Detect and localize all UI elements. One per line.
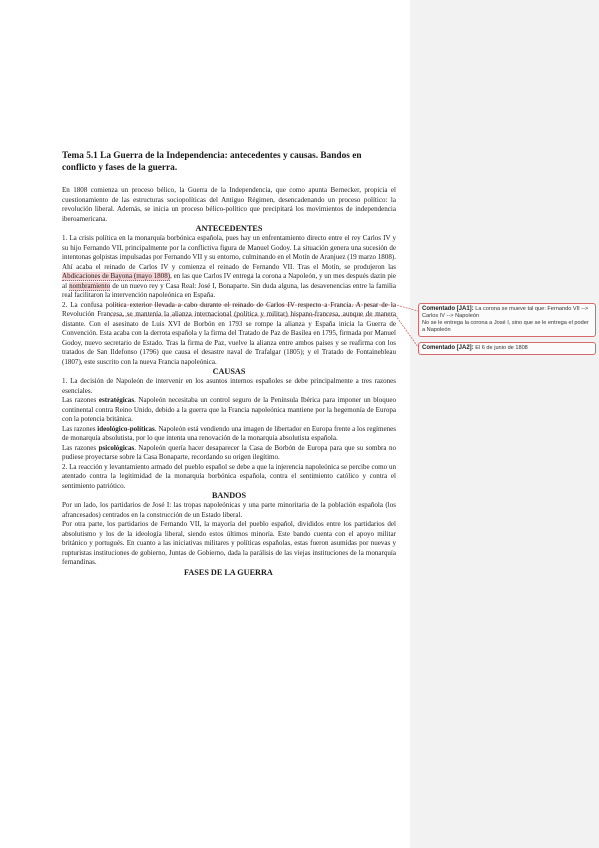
comment-ja1[interactable] [418,303,596,337]
causas-reason-strategic [62,396,396,425]
text-run: Las razones [62,424,98,433]
comment-ja2[interactable] [418,342,596,355]
keyword-psychological: psicológicas [98,443,135,452]
comment-author: Comentado [JA1]: [422,306,474,312]
causas-paragraph-2: 2. La reacción y levantamiento armado del pueblo español se debe a que la injerencia napoleónica se percibe como un atentado contra la legitimidad de la monarquía borbónica española, contra el sentimiento católico y contra el sentimiento patriótico. [62,462,396,490]
causas-heading: CAUSAS [212,367,246,376]
text-run: Las razones [62,396,99,404]
comment-text-line-2: No se le entrega la corona a José I, sino que se le entrega el poder a Napoleón [422,320,589,333]
text-run: . Napoleón necesitaba un control seguro de la Península Ibérica para imponer un bloqueo continental contra Reino Unido, debido a la guerra que la Francia napoleónica mantiene por la hegemonía de Europa con la potencia británica. [62,396,396,423]
document-page [62,150,396,578]
text-run: . Napoleón está vendiendo una imagen de libertador en Europa frente a los regímenes de monarquía absolutista, por lo que intenta una renovación de la monarquía absolutista española. [62,424,397,442]
commented-text-abdicaciones[interactable]: Abdicaciones de Bayona (mayo 1808) [62,272,171,280]
text-run: . Napoleón quería hacer desaparecer la Casa de Borbón de Europa para que su sombra no pudiese proyectarse sobre la Casa Bonaparte, recordando su origen ilegítimo. [62,443,396,461]
causas-reason-psychological [62,444,396,463]
comment-author: Comentado [JA2]: [422,345,474,351]
comments-pane [410,0,599,848]
causas-paragraph-1: 1. La decisión de Napoleón de intervenir en los asuntos internos españoles se debe principalmente a tres razones esenciales. [62,377,396,395]
fases-heading: FASES DE LA GUERRA [184,567,273,577]
text-run: 1. La crisis política en la monarquía borbónica española, pues hay un enfrentamiento directo entre el rey Carlos IV y su hijo Fernando VII, principalmente por la conflictiva figura de Manuel Godoy. La situación genera una sucesión de intentonas golpistas impulsadas por Fernando VII y su entorno, culminando en el Motín de Aranjuez (19 marzo 1808). Ahí acaba el reinado de Carlos IV y comienza el reinado de Fernando VII. Tras el Motín, se produjeron las [62,234,396,271]
text-run: de un nuevo rey y Casa Real: José I, Bonaparte. Sin duda alguna, las desavenencias entre la familia real facilitaron la intervención napoleónica en España. [62,281,396,299]
commented-text-nombramiento[interactable]: nombramiento [69,281,111,290]
document-title: Tema 5.1 La Guerra de la Independencia: antecedentes y causas. Bandos en conflicto y fases de la guerra. [62,151,362,173]
text-run: Las razones [62,443,99,452]
bandos-paragraph-2: Por otra parte, los partidarios de Fernando VII, la mayoría del pueblo español, divididos entre los partidarios del absolutismo y los de la ideología liberal, siendo estos últimos minoría. Este bando cuenta con el apoyo militar británico y portugués. En cuanto a las iniciativas militares y políticas españolas, estas fueron asumidas por nuevas y rupturistas instituciones de gobierno, Juntas de Gobierno, dada la parálisis de las viejas instituciones de la monarquía fernandinas. [62,520,396,566]
keyword-strategic: estratégicas [98,396,135,404]
bandos-paragraph-1: Por un lado, los partidarios de José I: las tropas napoleónicas y una parte minoritaria de la población española (los afrancesados) centrados en la construcción de un Estado liberal. [62,501,396,519]
causas-reason-ideological [62,425,396,444]
text-run: , en las que Carlos IV entrega la corona a Napoleón, y un mes después dazin pie al [62,272,396,290]
comment-text: La corona se mueve tal que: Fernando VII --> Carlos IV --> Napoleón [422,306,589,319]
antecedentes-paragraph-1 [62,234,396,301]
comment-text: El 6 de junio de 1808 [475,345,528,351]
intro-paragraph: En 1808 comienza un proceso bélico, la Guerra de la Independencia, que como apunta Bernecker, propicia el cuestionamiento de las estructuras sociopolíticas del Antiguo Régimen, desencadenando un proceso político: la revolución liberal. Además, se inicia un proceso bélico-político que precipitará los movimientos de independencia iberoamericana. [62,186,396,223]
antecedentes-heading: ANTECEDENTES [195,224,263,233]
keyword-ideological: ideológico-políticas [97,424,155,433]
bandos-heading: BANDOS [211,491,247,500]
antecedentes-paragraph-2: 2. La confusa política exterior llevada a cabo durante el reinado de Carlos IV respecto a Francia. A pesar de la Revolución Francesa, se mantenía la alianza internacional (política y militar) hispano-francesa, aunque de manera distante. Con el asesinato de Luis XVI de Borbón en 1793 se rompe la alianza y España inicia la Guerra de Convención. Esta acaba con la derrota española y la firma del Tratado de Paz de Basilea en 1795, firmada por Manuel Godoy, nuevo secretario de Estado. Tras la firma de Paz, vuelve la alianza entre ambos países y se reafirma con los tratados de San Ildefonso (1796) que causa el desastre naval de Trafalgar (1805); y el Tratado de Fontainebleau (1807), este suscrito con la nueva Francia napoleónica. [62,300,396,366]
